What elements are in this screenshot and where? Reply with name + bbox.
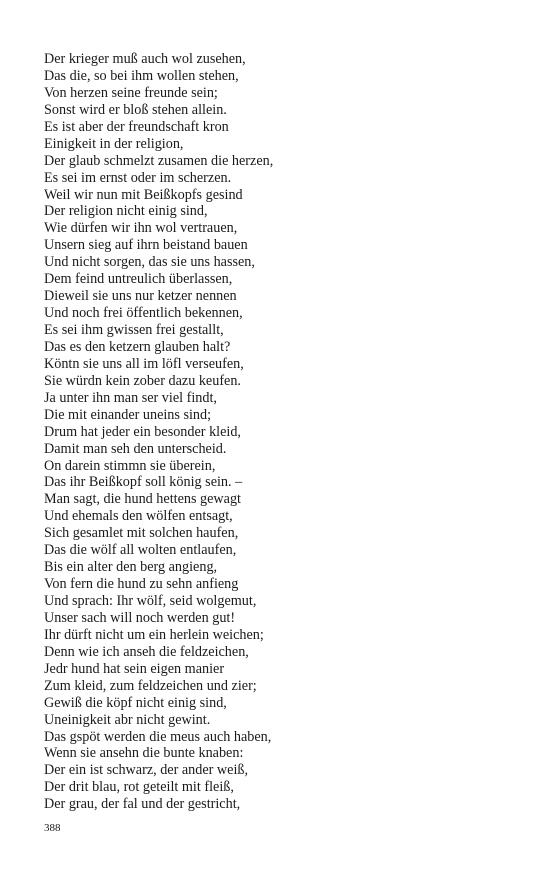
page-number: 388 (44, 822, 61, 834)
poem-line: Wenn sie ansehn die bunte knaben: (44, 745, 244, 762)
poem-line: Das es den ketzern glauben halt? (44, 338, 231, 355)
poem-text (44, 51, 273, 813)
poem-line: Von herzen seine freunde sein; (44, 84, 218, 101)
poem-line: Das gspöt werden die meus auch haben, (44, 728, 272, 745)
poem-line: Ja unter ihn man ser viel findt, (44, 389, 217, 406)
poem-line: Der religion nicht einig sind, (44, 203, 208, 220)
poem-line: Weil wir nun mit Beißkopfs gesind (44, 186, 243, 203)
poem-line: Und ehemals den wölfen entsagt, (44, 508, 233, 525)
poem-line: Dem feind untreulich überlassen, (44, 271, 233, 288)
poem-line: Das die wölf all wolten entlaufen, (44, 542, 237, 559)
poem-line: Damit man seh den unterscheid. (44, 440, 227, 457)
poem-line: Man sagt, die hund hettens gewagt (44, 491, 242, 508)
poem-line: Es sei ihm gwissen frei gestallt, (44, 322, 224, 338)
poem-line: Einigkeit in der religion, (44, 135, 184, 152)
poem-line: Und sprach: Ihr wölf, seid wolgemut, (44, 593, 257, 609)
poem-line: Zum kleid, zum feldzeichen und zier; (44, 677, 257, 694)
poem-line: Der ein ist schwarz, der ander weiß, (44, 762, 249, 779)
poem-line: Unsern sieg auf ihrn beistand bauen (44, 237, 248, 254)
poem-line: Jedr hund hat sein eigen manier (44, 660, 225, 677)
poem-line: Bis ein alter den berg angieng, (44, 559, 218, 576)
poem-line: Und noch frei öffentlich bekennen, (44, 305, 243, 322)
poem-line: Es sei im ernst oder im scherzen. (44, 169, 232, 186)
poem-line: Wie dürfen wir ihn wol vertrauen, (44, 220, 238, 237)
poem-line: Sie würdn kein zober dazu keufen. (44, 372, 241, 389)
poem-line: Der glaub schmelzt zusamen die herzen, (44, 152, 274, 169)
poem-line: Der drit blau, rot geteilt mit fleiß, (44, 779, 234, 796)
poem-line: Und nicht sorgen, das sie uns hassen, (44, 254, 255, 271)
poem-line: Es ist aber der freundschaft kron (44, 118, 229, 135)
poem-line: Ihr dürft nicht um ein herlein weichen; (44, 626, 264, 643)
poem-line: Das ihr Beißkopf soll könig sein. – (44, 474, 243, 491)
poem-line: Köntn sie uns all im löfl verseufen, (44, 355, 244, 372)
poem-line: On darein stimmn sie überein, (44, 457, 216, 474)
poem-line: Das die, so bei ihm wollen stehen, (44, 67, 239, 84)
poem-line: Von fern die hund zu sehn anfieng (44, 576, 239, 593)
poem-line: Die mit einander uneins sind; (44, 406, 212, 423)
poem-line: Gewiß die köpf nicht einig sind, (44, 694, 227, 711)
poem-line: Der grau, der fal und der gestricht, (44, 796, 241, 813)
poem-line: Denn wie ich anseh die feldzeichen, (44, 643, 249, 660)
poem-line: Dieweil sie uns nur ketzer nennen (44, 288, 237, 305)
poem-line: Uneinigkeit abr nicht gewint. (44, 711, 211, 728)
poem-line: Sich gesamlet mit solchen haufen, (44, 525, 239, 542)
poem-line: Der krieger muß auch wol zusehen, (44, 51, 246, 67)
poem-line: Unser sach will noch werden gut! (44, 609, 236, 626)
poem-line: Drum hat jeder ein besonder kleid, (44, 423, 241, 440)
poem-line: Sonst wird er bloß stehen allein. (44, 101, 227, 118)
